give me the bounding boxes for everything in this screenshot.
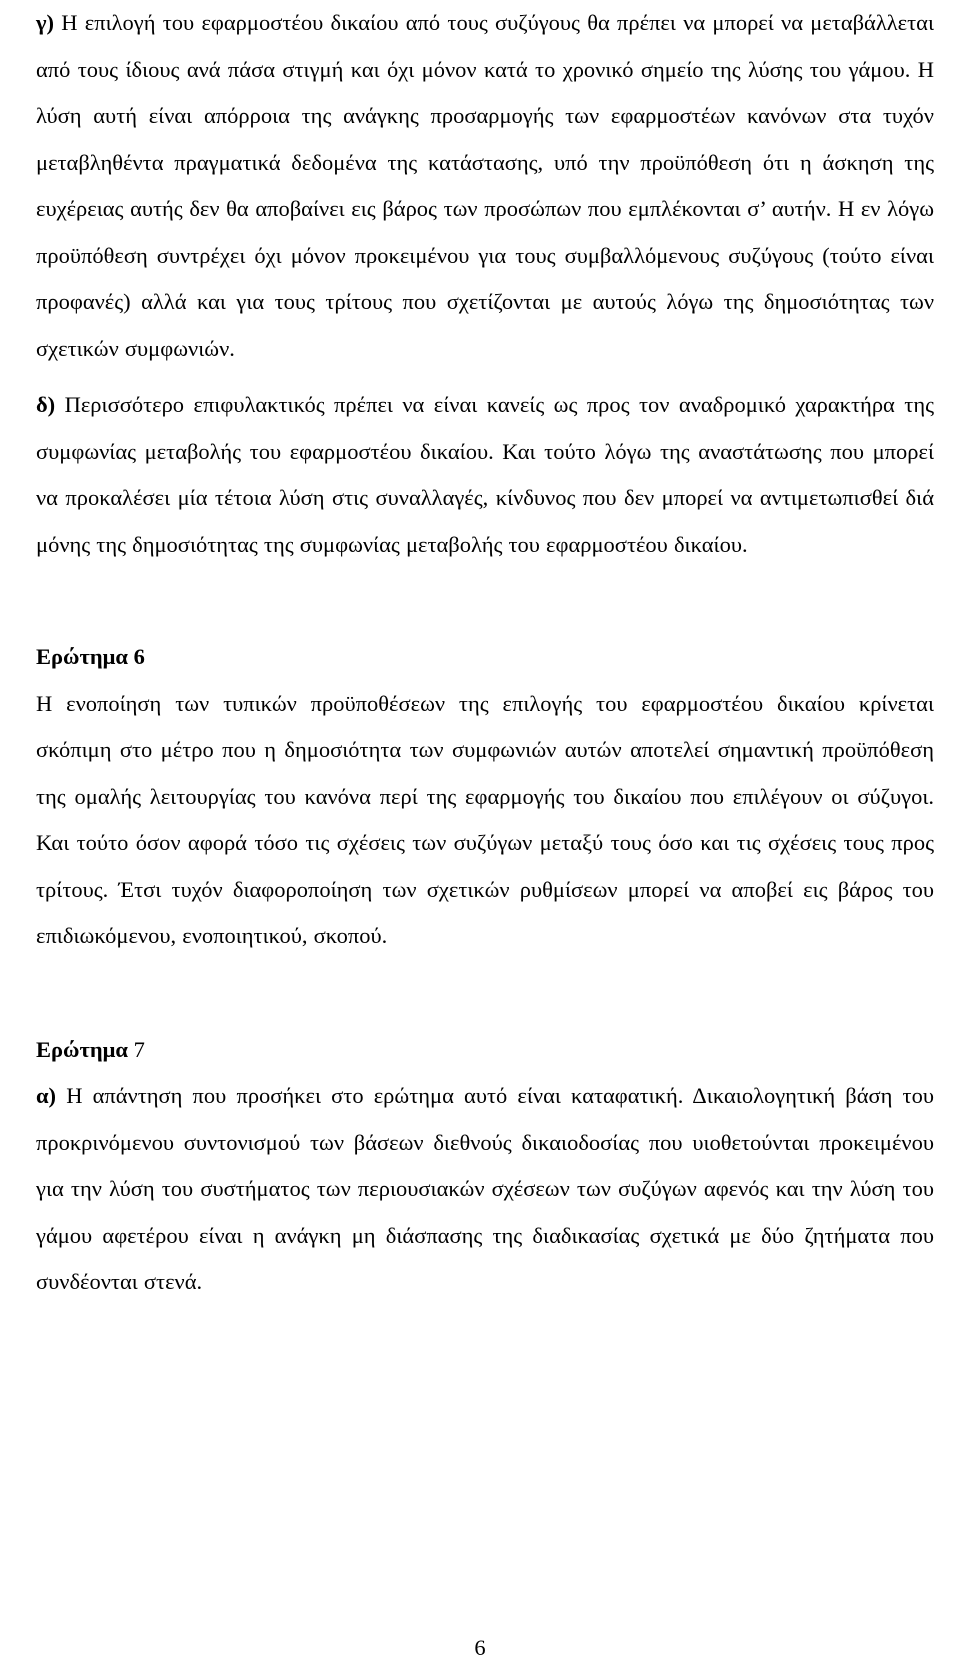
paragraph-lead-alpha: α) [36,1083,57,1108]
section-spacer [36,568,934,634]
paragraph-gamma-text: Η επιλογή του εφαρμοστέου δικαίου από τους συζύγους θα πρέπει να μπορεί να μεταβάλλεται από τους ίδιους ανά πάσα στιγμή και όχι μόνον κατά το χρονικό σημείο της λύσης του γάμου. Η λύση αυτή είναι απόρροια της ανάγκης προσαρμογής των εφαρμοστέων κανόνων στα τυχόν μεταβληθέντα πραγματικά δεδομένα της κατάστασης, υπό την προϋπόθεση ότι η άσκηση της ευχέρειας αυτής δεν θα αποβαίνει εις βάρος των προσώπων που εμπλέκονται σ’ αυτήν. Η εν λόγω προϋπόθεση συντρέχει όχι μόνον προκειμένου για τους συμβαλλόμενους συζύγους (τούτο είναι προφανές) αλλά και για τους τρίτους που σχετίζονται με αυτούς λόγω της δημοσιότητας των σχετικών συμφωνιών. [36,10,934,361]
question-7-text: Η απάντηση που προσήκει στο ερώτημα αυτό είναι καταφατική. Δικαιολογητική βάση του προκρινόμενου συντονισμού των βάσεων διεθνούς δικαιοδοσίας που υιοθετούνται προκειμένου για την λύση του συστήματος των περιουσιακών σχέσεων των συζύγων αφενός και την λύση του γάμου αφετέρου είναι η ανάγκη μη διάσπασης της διαδικασίας σχετικά με δύο ζητήματα που συνδέονται στενά. [36,1083,934,1294]
question-6-paragraph [36,681,934,960]
paragraph-lead-gamma: γ) [36,10,55,35]
paragraph-delta-text: Περισσότερο επιφυλακτικός πρέπει να είναι κανείς ως προς τον αναδρομικό χαρακτήρα της συμφωνίας μεταβολής του εφαρμοστέου δικαίου. Και τούτο λόγω της αναστάτωσης που μπορεί να προκαλέσει μία τέτοια λύση στις συναλλαγές, κίνδυνος που δεν μπορεί να αντιμετωπισθεί διά μόνης της δημοσιότητας της συμφωνίας μεταβολής του εφαρμοστέου δικαίου. [36,392,934,557]
question-6-heading-number: 6 [133,644,145,669]
paragraph-spacer [36,372,934,382]
question-7-heading-number: 7 [133,1036,145,1062]
page-number: 6 [474,1635,486,1660]
question-6-heading [36,634,934,681]
question-7-paragraph [36,1073,934,1306]
section-spacer [36,960,934,1027]
question-6-text: Η ενοποίηση των τυπικών προϋποθέσεων της επιλογής του εφαρμοστέου δικαίου κρίνεται σκόπιμη στο μέτρο που η δημοσιότητα των συμφωνιών αυτών αποτελεί σημαντική προϋπόθεση της ομαλής λειτουργίας του κανόνα περί της εφαρμογής του δικαίου που επιλέγουν οι σύζυγοι. Και τούτο όσον αφορά τόσο τις σχέσεις των συζύγων μεταξύ τους όσο και τις σχέσεις τους προς τρίτους. Έτσι τυχόν διαφοροποίηση των σχετικών ρυθμίσεων μπορεί να αποβεί εις βάρος του επιδιωκόμενου, ενοποιητικού, σκοπού. [36,690,934,948]
document-body [36,0,934,1306]
paragraph-lead-delta: δ) [36,392,56,417]
paragraph-delta [36,382,934,568]
paragraph-gamma [36,0,934,372]
question-6-heading-word: Ερώτημα [36,644,128,669]
question-7-heading [36,1027,934,1074]
question-7-heading-word: Ερώτημα [36,1036,128,1062]
